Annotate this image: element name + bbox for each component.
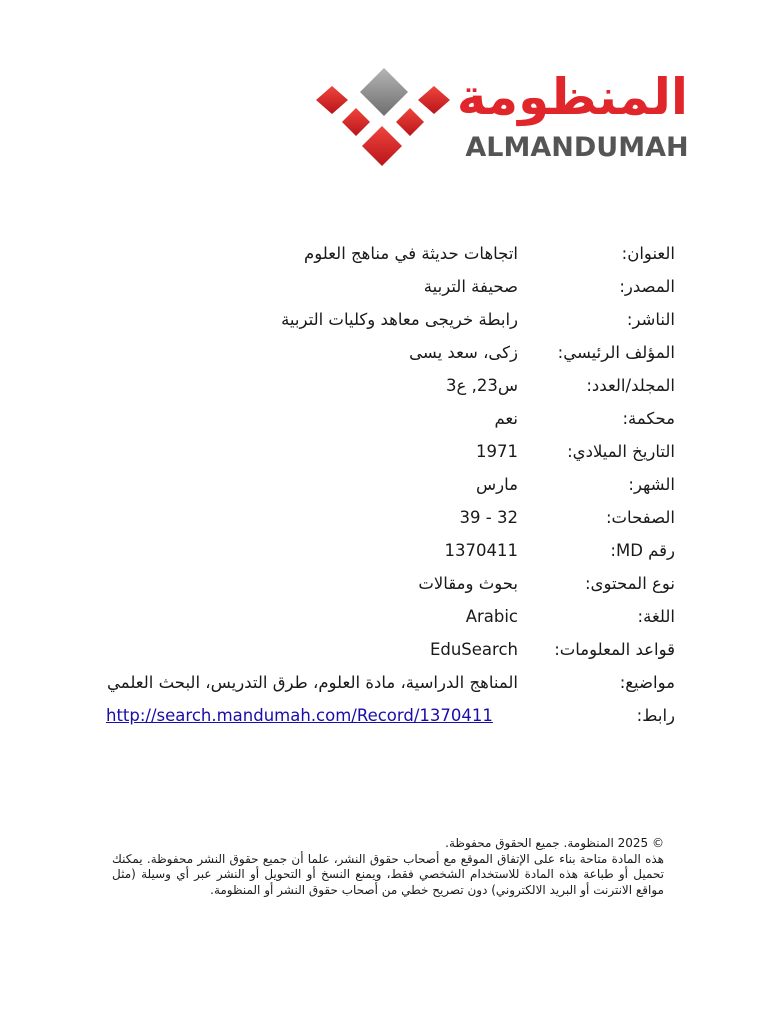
logo-arabic-text: المنظومة bbox=[456, 68, 688, 126]
databases-label: قواعد المعلومات: bbox=[554, 640, 675, 659]
source-label: المصدر: bbox=[619, 277, 675, 296]
year-label: التاريخ الميلادي: bbox=[567, 442, 675, 461]
record-metadata bbox=[100, 242, 675, 737]
volume-value: س23, ع3 bbox=[446, 376, 518, 395]
metadata-row-month bbox=[100, 473, 675, 497]
metadata-row-peer-reviewed bbox=[100, 407, 675, 431]
pages-value: 32 - 39 bbox=[459, 508, 518, 527]
author-label: المؤلف الرئيسي: bbox=[557, 343, 675, 362]
metadata-row-md-number bbox=[100, 539, 675, 563]
logo-diamonds-icon bbox=[312, 64, 462, 174]
year-value: 1971 bbox=[476, 442, 518, 461]
metadata-row-title bbox=[100, 242, 675, 266]
language-value: Arabic bbox=[465, 607, 518, 626]
almandumah-logo bbox=[312, 64, 692, 174]
month-label: الشهر: bbox=[628, 475, 675, 494]
record-link[interactable]: http://search.mandumah.com/Record/1370411 bbox=[106, 706, 493, 725]
publisher-value: رابطة خريجى معاهد وكليات التربية bbox=[281, 310, 518, 329]
title-value: اتجاهات حديثة في مناهج العلوم bbox=[304, 244, 518, 263]
subjects-value: المناهج الدراسية، مادة العلوم، طرق التدريس، البحث العلمي bbox=[107, 673, 518, 692]
copyright-line: © 2025 المنظومة. جميع الحقوق محفوظة. bbox=[445, 836, 664, 850]
metadata-row-content-type bbox=[100, 572, 675, 596]
metadata-row-publisher bbox=[100, 308, 675, 332]
link-value-container bbox=[100, 704, 518, 728]
pages-label: الصفحات: bbox=[605, 508, 675, 527]
databases-value: EduSearch bbox=[429, 640, 518, 659]
content-type-value: بحوث ومقالات bbox=[418, 574, 518, 593]
metadata-row-author bbox=[100, 341, 675, 365]
logo-english-text: ALMANDUMAH bbox=[465, 132, 689, 163]
metadata-row-year bbox=[100, 440, 675, 464]
month-value: مارس bbox=[476, 475, 518, 494]
peer-reviewed-value: نعم bbox=[494, 409, 518, 428]
metadata-row-source bbox=[100, 275, 675, 299]
subjects-label: مواضيع: bbox=[619, 673, 675, 692]
author-value: زكى، سعد يسى bbox=[409, 343, 518, 362]
content-type-label: نوع المحتوى: bbox=[585, 574, 675, 593]
copyright-notice bbox=[112, 836, 664, 898]
metadata-row-pages bbox=[100, 506, 675, 530]
title-label: العنوان: bbox=[621, 244, 675, 263]
volume-label: المجلد/العدد: bbox=[586, 376, 675, 395]
link-label: رابط: bbox=[636, 706, 675, 725]
md-number-label: رقم MD: bbox=[610, 541, 675, 560]
language-label: اللغة: bbox=[637, 607, 675, 626]
metadata-row-volume bbox=[100, 374, 675, 398]
metadata-row-language bbox=[100, 605, 675, 629]
source-value: صحيفة التربية bbox=[423, 277, 518, 296]
metadata-row-link bbox=[100, 704, 675, 728]
metadata-row-subjects bbox=[100, 671, 675, 695]
copyright-body: هذه المادة متاحة بناء على الإتفاق الموقع مع أصحاب حقوق النشر، علما أن جميع حقوق النشر محفوظة. يمكنك تحميل أو طباعة هذه المادة للاستخدام الشخصي فقط، ويمنع النسخ أو التحويل أو النشر عبر أي وسيلة (مثل مواقع الانترنت أو البريد الالكتروني) دون تصريح خطي من أصحاب حقوق النشر أو المنظومة. bbox=[112, 851, 664, 897]
publisher-label: الناشر: bbox=[626, 310, 675, 329]
peer-reviewed-label: محكمة: bbox=[622, 409, 675, 428]
metadata-row-databases bbox=[100, 638, 675, 662]
md-number-value: 1370411 bbox=[444, 541, 518, 560]
